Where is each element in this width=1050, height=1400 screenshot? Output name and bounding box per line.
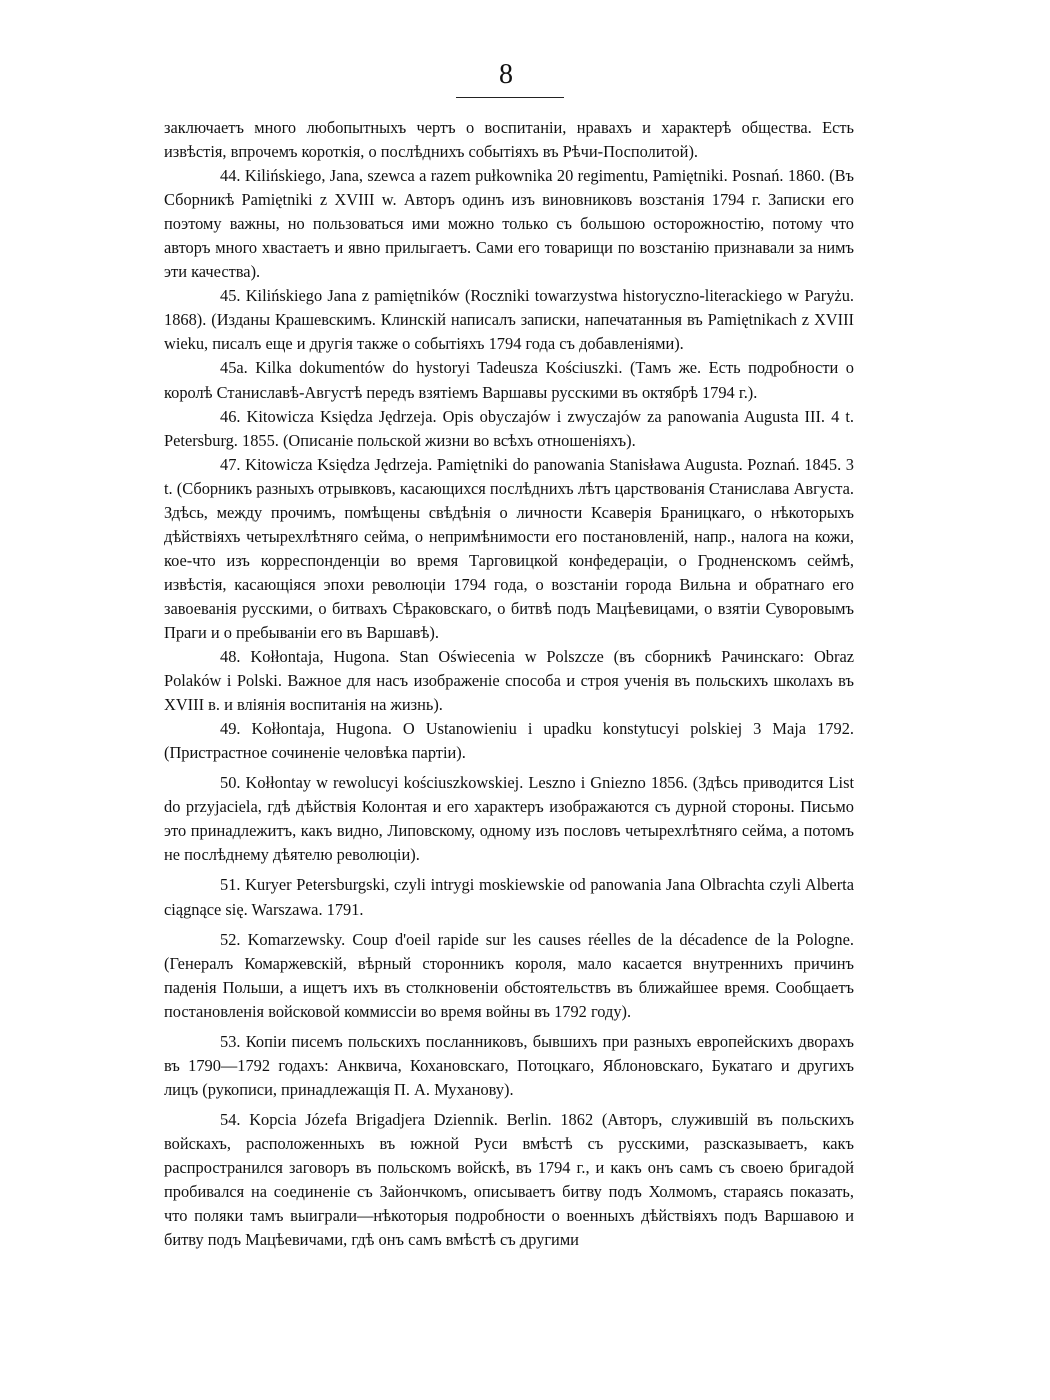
bibliography-entry-49: 49. Kołłontaja, Hugona. O Ustanowieniu i upadku konstytucyi polskiej 3 Maja 1792. (Пристрастное сочиненіе человѣка партіи). [164, 719, 854, 763]
header-rule [456, 97, 564, 98]
bibliography-entry-54: 54. Kopcia Józefa Brigadjera Dziennik. Berlin. 1862 (Авторъ, служившій въ польскихъ войскахъ, расположенныхъ въ южной Руси вмѣстѣ съ русскими, разсказываетъ, какъ распространился заговоръ въ польскомъ войскѣ, въ 1794 г., и какъ онъ самъ съ своею бригадой пробивался на соединеніе съ Зайончкомъ, описываетъ битву подъ Холмомъ, стараясь показать, что поляки тамъ выиграли—нѣкоторыя подробности о военныхъ дѣйствіяхъ подъ Варшавою и битву подъ Мацѣевичами, гдѣ онъ самъ вмѣстѣ съ другими [164, 1109, 854, 1250]
bibliography-entry-44: 44. Kilińskiego, Jana, szewca a razem pułkownika 20 regimentu, Pamiętniki. Posnań. 1860. (Въ Сборникѣ Pamiętniki z XVIII w. Авторъ одинъ изъ виновниковъ возстанія 1794 г. Записки его поэтому важны, но пользоваться ими можно только съ большою осторожностію, потому что авторъ много хвастаетъ и явно прилыгаетъ. Сами его товарищи по возстанію признавали за нимъ эти качества). [164, 166, 854, 282]
bibliography-entry-51: 51. Kuryer Petersburgski, czyli intrygi moskiewskie od panowania Jana Olbrachta czyli Alberta ciągnące się. Warszawa. 1791. [164, 875, 854, 919]
bibliography-entry-45a: 45a. Kilka dokumentów do hystoryi Tadeusza Kościuszki. (Тамъ же. Есть подробности о королѣ Станиславѣ-Августѣ передъ взятіемъ Варшавы русскими въ октябрѣ 1794 г.). [164, 358, 854, 402]
intro-paragraph: заключаетъ много любопытныхъ чертъ о воспитаніи, нравахъ и характерѣ общества. Есть извѣстія, впрочемъ короткія, о послѣднихъ событіяхъ въ Рѣчи-Посполитой). [164, 118, 854, 162]
bibliography-entry-47: 47. Kitowicza Księdza Jędrzeja. Pamiętniki do panowania Stanisława Augusta. Poznań. 1845. 3 t. (Сборникъ разныхъ отрывковъ, касающихся послѣднихъ лѣтъ царствованія Станислава Августа. Здѣсь, между прочимъ, помѣщены свѣдѣнія о личности Ксаверія Браницкаго, о нѣкоторыхъ дѣйствіяхъ четырехлѣтняго сейма, о непримѣнимости его постановленій, напр., налога на кожи, кое-что изъ корреспонденціи во время Тарговицкой конфедераціи, о Гродненскомъ сеймѣ, извѣстія, касающіяся эпохи революціи 1794 года, о возстаніи города Вильна и обратнаго его завоеванія русскими, о битвахъ Сѣраковскаго, о битвѣ подъ Мацѣевицами, о взятіи Суворовымъ Праги и о пребываніи его въ Варшавѣ). [164, 454, 854, 642]
bibliography-entry-46: 46. Kitowicza Księdza Jędrzeja. Opis obyczajów i zwyczajów za panowania Augusta III. 4 t. Petersburg. 1855. (Описаніе польской жизни во всѣхъ отношеніяхъ). [164, 406, 854, 450]
page-number: 8 [499, 59, 513, 90]
bibliography-entry-45: 45. Kilińskiego Jana z pamiętników (Roczniki towarzystwa historyczno-literackiego w Paryżu. 1868). (Изданы Крашевскимъ. Клинскій написалъ записки, напечатанныя въ Pamiętnikach z XVIII wieku, писалъ еще и другія также о событіяхъ 1794 года съ добавленіями). [164, 286, 854, 354]
body-text [164, 116, 854, 1252]
bibliography-entry-50: 50. Kołłontay w rewolucyi kościuszkowskiej. Leszno i Gniezno 1856. (Здѣсь приводится List do przyjaciela, гдѣ дѣйствія Колонтая и его характеръ изображаются съ дурной стороны. Письмо это принадлежитъ, какъ видно, Липовскому, одному изъ пословъ четырехлѣтняго сейма, а потомъ не послѣднему дѣятелю революціи). [164, 773, 854, 865]
bibliography-entry-48: 48. Kołłontaja, Hugona. Stan Oświecenia w Polszcze (въ сборникѣ Рачинскаго: Obraz Polaków i Polski. Важное для насъ изображеніе способа и строя ученія въ польскихъ школахъ въ XVIII в. и вліянія воспитанія на жизнь). [164, 647, 854, 715]
bibliography-entry-53: 53. Копіи писемъ польскихъ посланниковъ, бывшихъ при разныхъ европейскихъ дворахъ въ 1790—1792 годахъ: Анквича, Кохановскаго, Потоцкаго, Яблоновскаго, Букатаго и другихъ лицъ (рукописи, принадлежащія П. А. Муханову). [164, 1031, 854, 1099]
bibliography-entry-52: 52. Komarzewsky. Coup d'oeil rapide sur les causes réelles de la décadence de la Pologne. (Генералъ Комаржевскій, вѣрный сторонникъ короля, мало касается внутреннихъ причинъ паденія Польши, а ищетъ ихъ въ столкновеніи обстоятельствъ въ ближайшее время. Сообщаетъ постановленія войсковой коммиссіи во время войны въ 1792 году). [164, 929, 854, 1021]
